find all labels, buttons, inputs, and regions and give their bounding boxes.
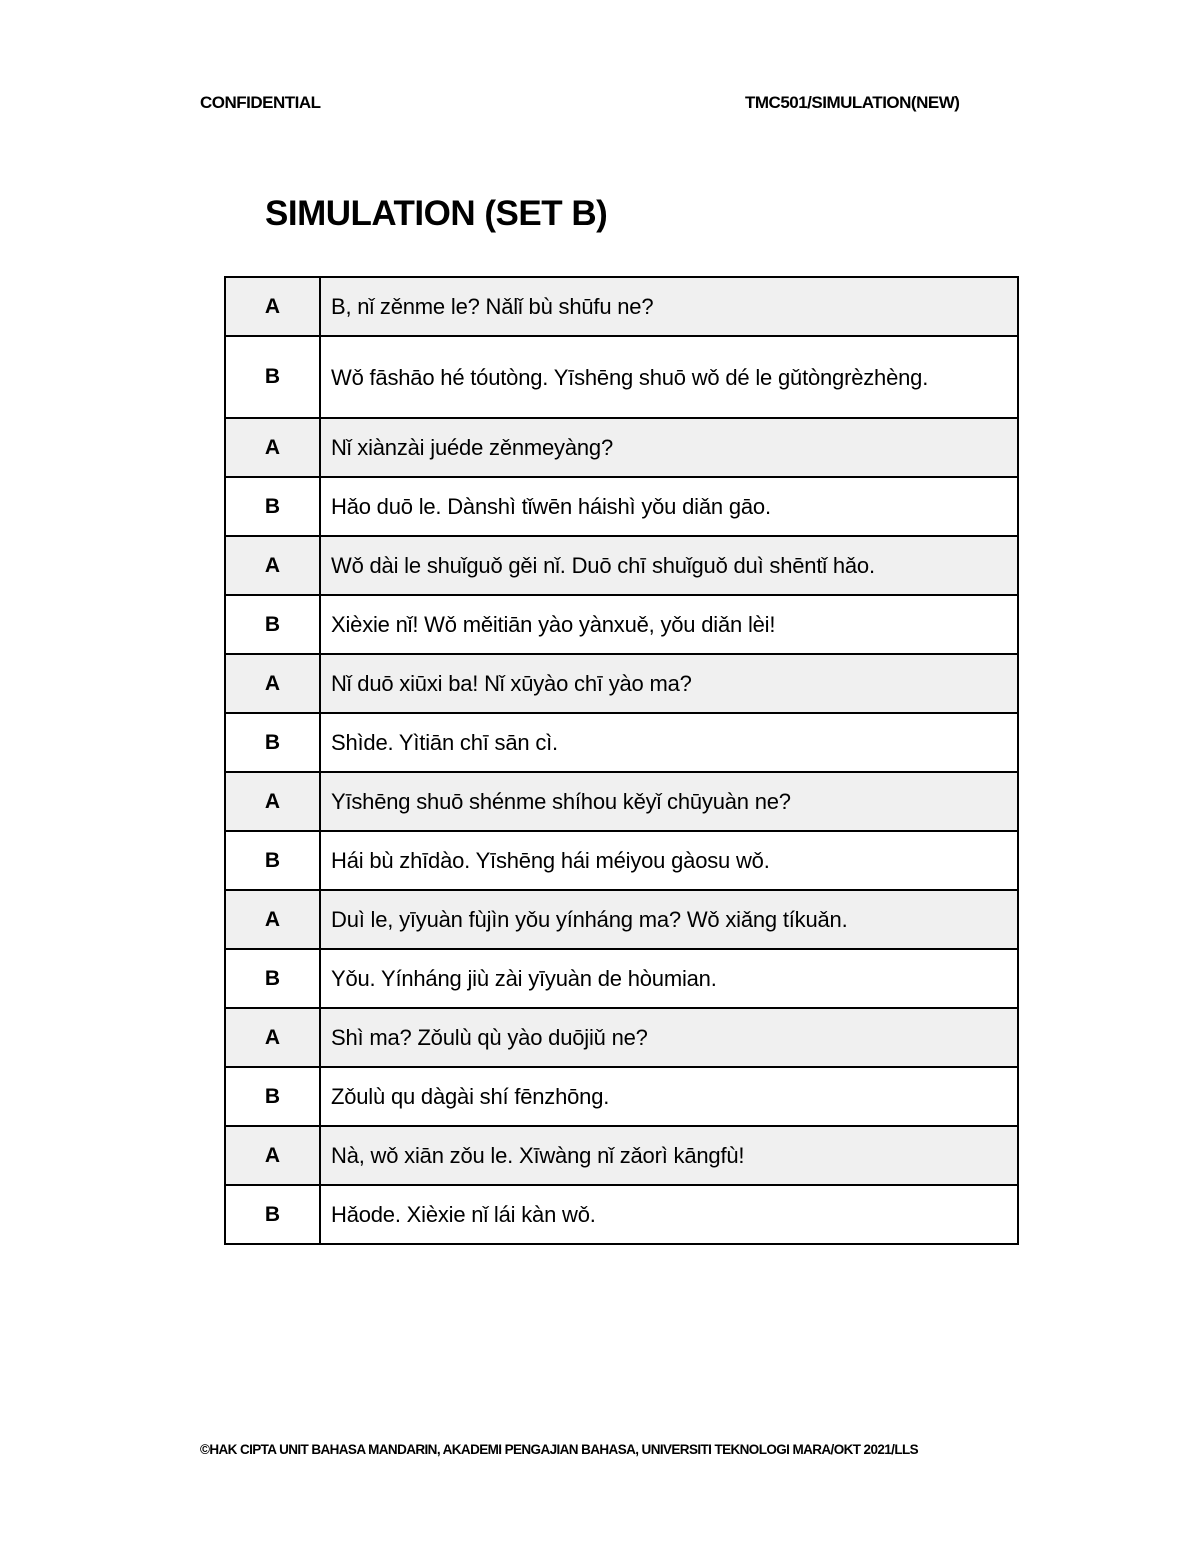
speaker-label: B bbox=[225, 831, 320, 890]
dialogue-line: Duì le, yīyuàn fùjìn yǒu yínháng ma? Wǒ xiǎng tíkuǎn. bbox=[320, 890, 1018, 949]
dialogue-row bbox=[225, 831, 1018, 890]
dialogue-line: Nǐ xiànzài juéde zěnmeyàng? bbox=[320, 418, 1018, 477]
dialogue-row bbox=[225, 1185, 1018, 1244]
dialogue-row bbox=[225, 1008, 1018, 1067]
dialogue-line: Yǒu. Yínháng jiù zài yīyuàn de hòumian. bbox=[320, 949, 1018, 1008]
dialogue-line: Shì ma? Zǒulù qù yào duōjiǔ ne? bbox=[320, 1008, 1018, 1067]
document-code: TMC501/SIMULATION(NEW) bbox=[745, 93, 960, 112]
speaker-label: A bbox=[225, 772, 320, 831]
dialogue-row bbox=[225, 890, 1018, 949]
dialogue-row bbox=[225, 1126, 1018, 1185]
speaker-label: B bbox=[225, 713, 320, 772]
dialogue-line: Nà, wǒ xiān zǒu le. Xīwàng nǐ zǎorì kāngfù! bbox=[320, 1126, 1018, 1185]
dialogue-row bbox=[225, 772, 1018, 831]
dialogue-line: Hǎode. Xièxie nǐ lái kàn wǒ. bbox=[320, 1185, 1018, 1244]
dialogue-line: Hái bù zhīdào. Yīshēng hái méiyou gàosu wǒ. bbox=[320, 831, 1018, 890]
dialogue-line: Wǒ fāshāo hé tóutòng. Yīshēng shuō wǒ dé le gǔtòngrèzhèng. bbox=[320, 336, 1018, 418]
speaker-label: A bbox=[225, 1126, 320, 1185]
dialogue-row bbox=[225, 595, 1018, 654]
dialogue-row bbox=[225, 477, 1018, 536]
dialogue-row bbox=[225, 1067, 1018, 1126]
speaker-label: A bbox=[225, 418, 320, 477]
dialogue-body bbox=[225, 277, 1018, 1244]
dialogue-row bbox=[225, 418, 1018, 477]
page-title: SIMULATION (SET B) bbox=[265, 194, 608, 233]
dialogue-row bbox=[225, 654, 1018, 713]
dialogue-row bbox=[225, 949, 1018, 1008]
dialogue-line: Yīshēng shuō shénme shíhou kěyǐ chūyuàn ne? bbox=[320, 772, 1018, 831]
speaker-label: A bbox=[225, 890, 320, 949]
dialogue-row bbox=[225, 336, 1018, 418]
dialogue-line: Zǒulù qu dàgài shí fēnzhōng. bbox=[320, 1067, 1018, 1126]
dialogue-line: B, nǐ zěnme le? Nǎlǐ bù shūfu ne? bbox=[320, 277, 1018, 336]
dialogue-row bbox=[225, 713, 1018, 772]
speaker-label: B bbox=[225, 336, 320, 418]
confidential-label: CONFIDENTIAL bbox=[200, 93, 321, 112]
speaker-label: B bbox=[225, 477, 320, 536]
dialogue-line: Shìde. Yìtiān chī sān cì. bbox=[320, 713, 1018, 772]
speaker-label: A bbox=[225, 1008, 320, 1067]
dialogue-line: Nǐ duō xiūxi ba! Nǐ xūyào chī yào ma? bbox=[320, 654, 1018, 713]
dialogue-line: Wǒ dài le shuǐguǒ gěi nǐ. Duō chī shuǐguǒ duì shēntǐ hǎo. bbox=[320, 536, 1018, 595]
dialogue-line: Hǎo duō le. Dànshì tǐwēn háishì yǒu diǎn gāo. bbox=[320, 477, 1018, 536]
dialogue-row bbox=[225, 277, 1018, 336]
speaker-label: A bbox=[225, 654, 320, 713]
dialogue-table bbox=[224, 276, 1019, 1245]
speaker-label: B bbox=[225, 949, 320, 1008]
speaker-label: A bbox=[225, 536, 320, 595]
speaker-label: A bbox=[225, 277, 320, 336]
speaker-label: B bbox=[225, 1185, 320, 1244]
speaker-label: B bbox=[225, 1067, 320, 1126]
dialogue-line: Xièxie nǐ! Wǒ měitiān yào yànxuě, yǒu diǎn lèi! bbox=[320, 595, 1018, 654]
speaker-label: B bbox=[225, 595, 320, 654]
dialogue-row bbox=[225, 536, 1018, 595]
copyright-footer: ©HAK CIPTA UNIT BAHASA MANDARIN, AKADEMI PENGAJIAN BAHASA, UNIVERSITI TEKNOLOGI MARA/OKT 2021/LLS bbox=[200, 1442, 919, 1457]
